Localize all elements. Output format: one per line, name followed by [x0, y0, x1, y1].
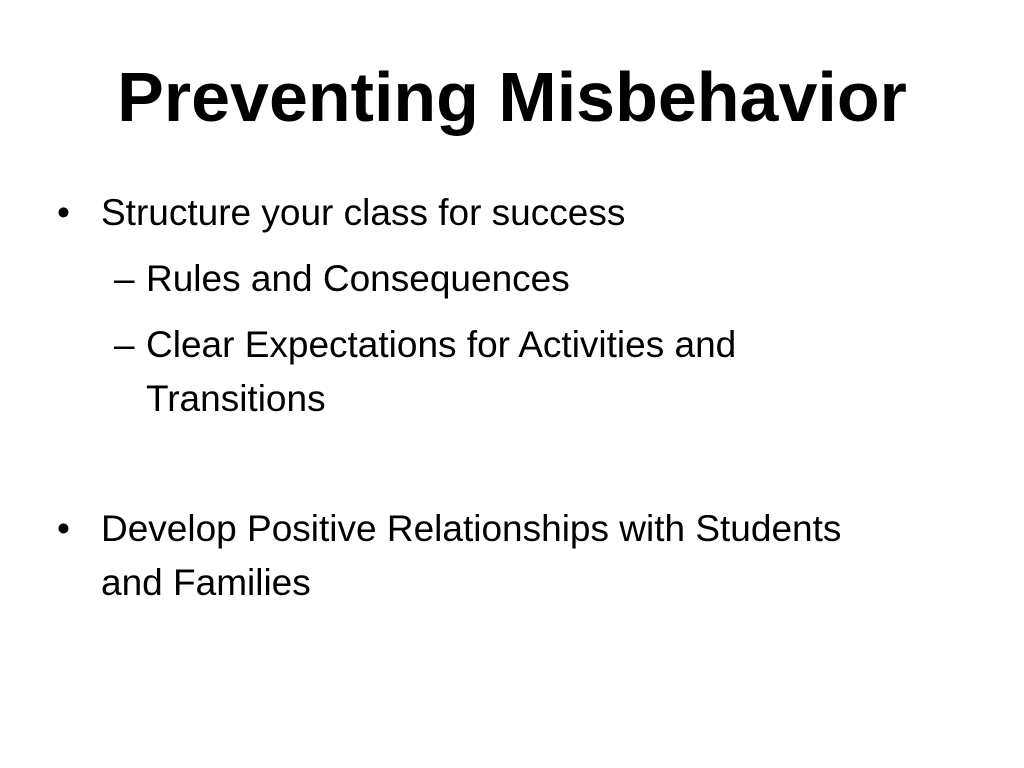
sub-bullet-text: Clear Expectations for Activities and Transitions	[146, 324, 737, 419]
bullet-item-relationships	[57, 502, 897, 610]
sub-bullet-text: Rules and Consequences	[146, 258, 570, 299]
sub-bullet-item-rules	[114, 252, 914, 306]
slide-title: Preventing Misbehavior	[117, 58, 907, 136]
sub-bullet-item-expectations	[114, 318, 914, 426]
bullet-text: Develop Positive Relationships with Students and Families	[101, 508, 842, 603]
bullet-marker: •	[57, 192, 70, 233]
bullet-marker: •	[57, 508, 70, 549]
bullet-text: Structure your class for success	[101, 192, 626, 233]
sub-bullet-marker: –	[114, 324, 135, 365]
sub-bullet-marker: –	[114, 258, 135, 299]
bullet-item-structure	[57, 186, 897, 240]
